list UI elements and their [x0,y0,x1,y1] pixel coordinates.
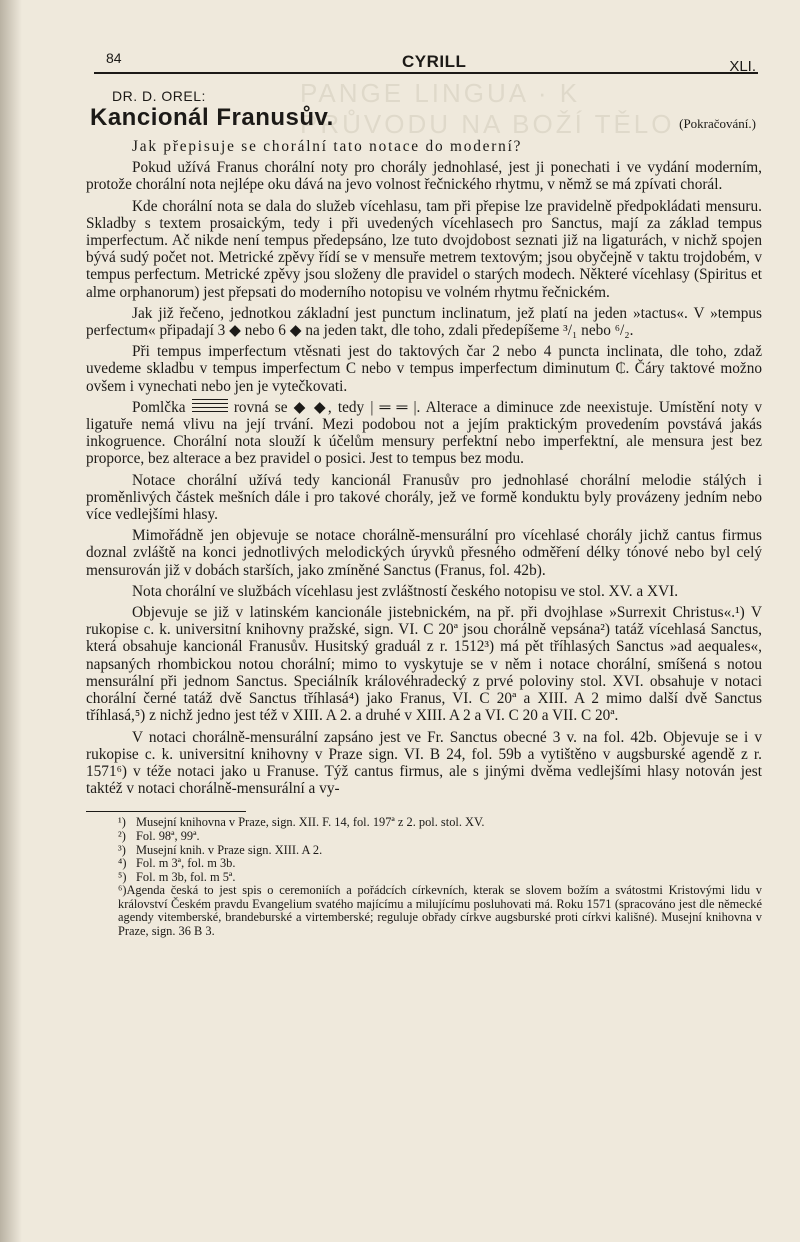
paragraph: Nota chorální ve službách vícehlasu jest zvláštností českého notopisu ve stol. XV. a XVI. [132,582,679,600]
paragraph: Objevuje se již v latinském kancionále jistebnickém, na př. při dvojhlase »Surrexit Christus«.¹) V rukopise c. k. universitní knihovny pražské, sign. VI. C 20ª jsou chorálně vepsána²) tatáž vícehlasá Sanctus, která obsahuje kancionál Franusův. Husitský graduál z r. 1512³) má pět tříhlasých Sanctus »ad aequales«, napsaných rhombickou notou chorální; mimo to vyskytuje se v něm i notace chorální, smíšená s notou mensurální při jednom Sanctus. Speciálník královéhradecký z prvé poloviny stol. XVI. obsahuje v notaci chorální černé tatáž dvě Sanctus tříhlasá⁴) jako Franus, VI. C 20ª a XIII. A 2 mimo další dvě Sanctus tříhlasá,⁵) z nichž jedno jest též v XIII. A 2. a druhé v XIII. A 2 a VI. C 20 a VII. C 20ª. [86,604,762,725]
rest-equivalence: rovná se ◆ ◆, tedy [233,398,365,416]
paragraph: Kde chorální nota se dala do služeb vícehlasu, tam při přepise lze pravidelně předpokládati mensuru. Skladby s textem prosaickým, tedy i při uvedených vícehlasech pro Sanctus, mají za základ tempus imperfectum. Ač nikde není tempus předepsáno, lze tuto dvojdobost seznati již na ligaturách, v nichž spojen bývá sudý počet not. Metrické zpěvy řídí se v mensuře metrem textovým; jsou obyčejně v taktu trojdobém, v tempus perfectum. Metrické zpěvy jsou složeny dle pravidel o starých modech. Některé vícehlasy (Spiritus et alme orphanorum) jest přepsati do moderního notopisu ve volném rhytmu řečnickém. [86,197,762,301]
article-author: DR. D. OREL: [112,88,206,104]
staff-rest-icon [192,399,228,415]
volume-number: XLI. [729,58,756,75]
footnote [118,871,762,885]
title-row [90,104,762,138]
paragraph: Mimořádně jen objevuje se notace chorálně-mensurální pro vícehlasé chorály jichž cantus firmus doznal zvláště na konci jednotlivých melodických úryvků přesného odměření délky tónové nebo byl celý mensurován již v dobách starších, jako zmíněné Sanctus (Franus, fol. 42b). [86,527,762,579]
rest-label: Pomlčka [132,398,186,416]
footnote-text: Musejní knih. v Praze sign. XIII. A 2. [136,842,323,857]
footnote-text: Fol. m 3b, fol. m 5ª. [136,869,236,884]
footnote-mark: ⁴) [118,856,127,871]
footnote-mark: ⁶) [118,883,127,898]
footnote [118,830,762,844]
article-body [86,138,762,797]
footnote [118,844,762,858]
running-head [86,48,762,75]
paragraph: Při tempus imperfectum vtěsnati jest do taktových čar 2 nebo 4 puncta inclinata, dle toho, zdaž uvedeme skladbu v tempus imperfectum C nebo v tempus imperfectum diminutum ₵. Čáry taktové možno ovšem i vynechati nebo jen je vytečkovati. [86,343,762,395]
page-number: 84 [106,50,122,66]
footnote [118,816,762,830]
bleed-through-text: PANGE LINGUA · K PRŮVODU NA BOŽÍ TĚLO [300,78,675,139]
footnote-text: Fol. 98ª, 99ª. [136,828,200,843]
paragraph: Notace chorální užívá tedy kancionál Franusův pro jednohlasé chorální melodie stálých i proměnlivých částek mešních dále i pro takové chorály, jež ve formě konduktu byly provázeny jedním nebo více vedlejšími hlasy. [86,471,762,524]
footnote-mark: ³) [118,842,126,857]
footnote-text: Fol. m 3ª, fol. m 3b. [136,856,236,871]
section-question: Jak přepisuje se chorální tato notace do moderní? [132,138,523,155]
footnote-rule [86,811,246,812]
footnote-text: Agenda česká to jest spis o ceremoniích a pořádcích církevních, kterak se slovem božím a svátostmi Kristovými lidu v království Českém pravdu Evangelium svatého majícímu a milujícímu posluhovati má. Roku 1571 (spracováno jest dle německé agendy vitemberské, brandeburské a virtemberské; reguluje obřady církve augsburské proti církvi kališné). Musejní knihovna v Praze, sign. 36 B 3. [118,883,762,939]
header-rule [94,72,758,74]
paragraph: Jak již řečeno, jednotkou základní jest punctum inclinatum, jež platí na jeden »tactus«. V »tempus perfectum« připadají 3 ◆ nebo 6 ◆ na jeden takt, dle toho, zdali předepíšeme ³/₁ nebo ⁶/₂. [86,304,762,340]
paragraph: V notaci chorálně-mensurální zapsáno jest ve Fr. Sanctus obecné 3 v. na fol. 42b. Objevuje se i v rukopise c. k. universitní knihovny v Praze sign. VI. B 24, fol. 59b a vytištěno v augsburské agendě z r. 1571⁶) v téže notaci jako u Franuse. Týž cantus firmus, ale s jinými dvěma vedlejšími hlasy notován jest taktéž v notaci chorálně-mensurální a vy- [86,728,762,798]
footnote [118,857,762,871]
binding-shadow [0,0,22,1242]
footnotes [86,816,762,938]
footnote [118,884,762,938]
rest-continuation: | ═ ═ |. Alterace a diminuce zde neexistuje. Umístění noty v ligatuře nemá vlivu na její trvání. Mezi podobou not a jejím praktickým provedením povstává jakás inkogruence. Chorální nota slouží k účelům mensury perfektní nebo imperfektní, ale mensura jest bez proporce, bez alterace a bez pravidel o posici. Jest to tempus bez modu. [86,398,763,468]
footnote-mark: ⁵) [118,869,127,884]
continued-note: (Pokračování.) [679,116,756,131]
article-title: Kancionál Franusův. [90,104,334,131]
paragraph-rest-note [86,399,762,468]
footnote-mark: ²) [118,828,126,843]
paragraph: Pokud užívá Franus chorální noty pro chorály jednohlasé, jest ji ponechati i ve vydání moderním, protože chorální nota nejlépe oku dává na jevo volnost řečnického rhytmu, v němž se má zpívati chorál. [86,159,762,194]
footnote-mark: ¹) [118,815,126,830]
journal-title: CYRILL [402,52,467,71]
footnote-text: Musejní knihovna v Praze, sign. XII. F. 14, fol. 197ª z 2. pol. stol. XV. [136,815,485,830]
